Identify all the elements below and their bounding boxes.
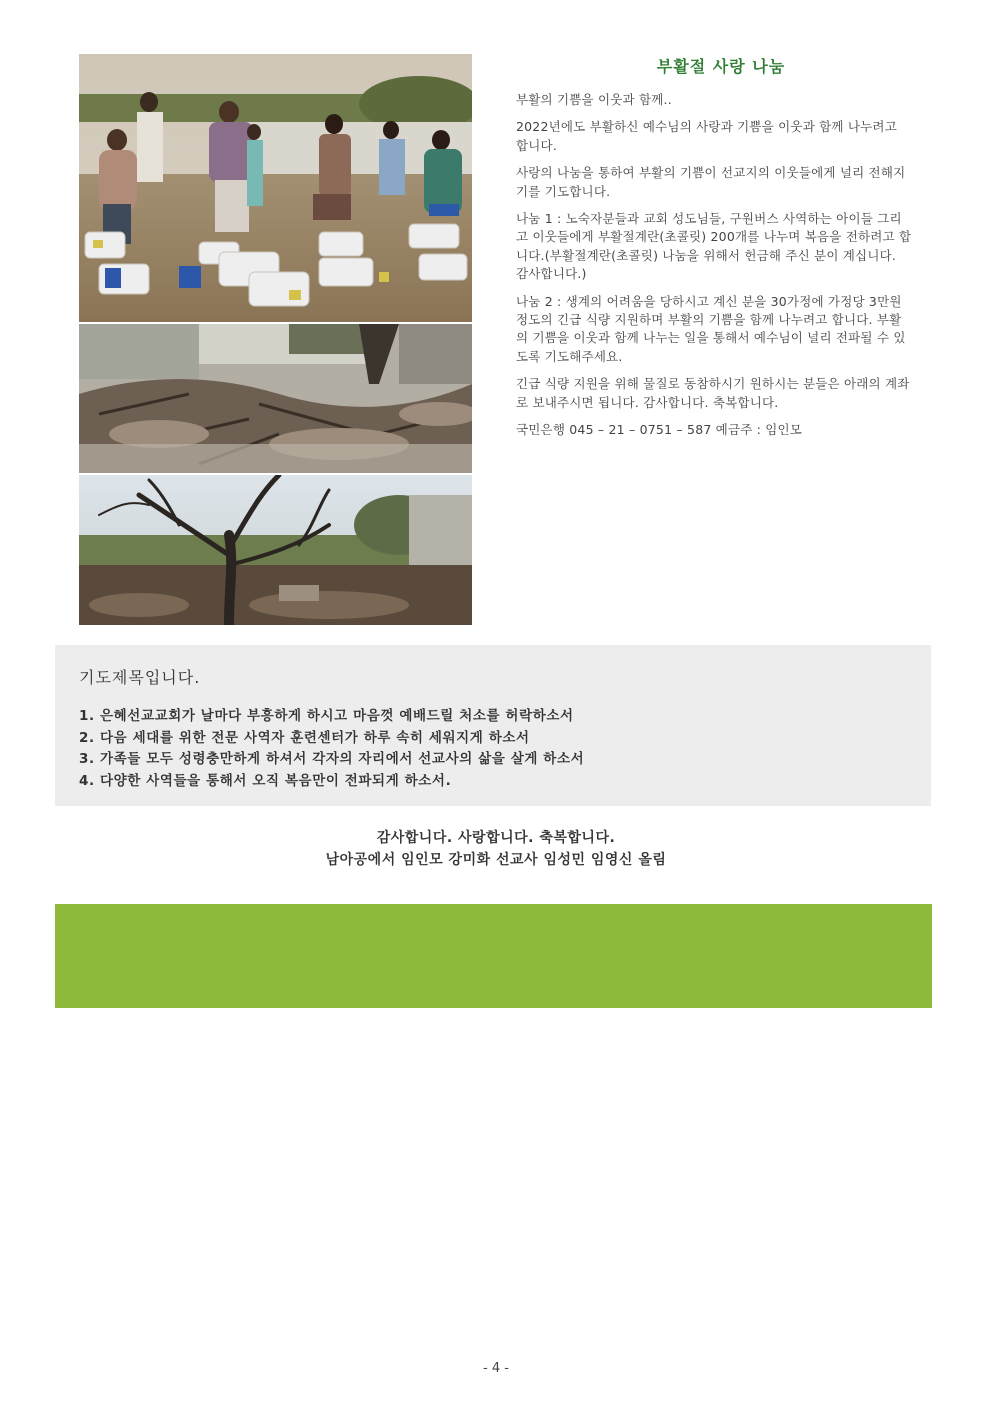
article-paragraph: 긴급 식량 지원을 위해 물질로 동참하시기 원하시는 분들은 아래의 계좌로 보내주시면 됩니다. 감사합니다. 축복합니다. bbox=[516, 376, 910, 410]
prayer-item: 3. 가족들 모두 성령충만하게 하셔서 각자의 자리에서 선교사의 삶을 살게 하소서 bbox=[79, 751, 585, 767]
closing-thanks: 감사합니다. 사랑합니다. 축복합니다. bbox=[376, 830, 616, 846]
article-paragraph: 부활의 기쁨을 이웃과 함께.. bbox=[516, 92, 672, 107]
photo-burnt-debris bbox=[79, 324, 472, 473]
prayer-requests-box bbox=[55, 645, 931, 806]
prayer-item: 2. 다음 세대를 위한 전문 사역자 훈련센터가 하루 속히 세워지게 하소서 bbox=[79, 729, 530, 746]
closing-message bbox=[0, 827, 992, 871]
prayer-item: 4. 다양한 사역들을 통해서 오직 복음만이 전파되게 하소서. bbox=[79, 772, 452, 789]
bank-account-info: 국민은행 045 – 21 – 0751 – 587 예금주 : 임인모 bbox=[516, 422, 803, 438]
prayer-heading: 기도제목입니다. bbox=[79, 668, 201, 687]
green-banner bbox=[55, 904, 932, 1008]
article-paragraph: 나눔 1 : 노숙자분들과 교회 성도님들, 구원버스 사역하는 아이들 그리고 이웃들에게 부활절계란(초콜릿) 200개를 나누며 복음을 전하려고 합니다.(부활절계란(초콜릿) 나눔을 위해서 헌금해 주신 분이 계십니다. 감사합니다.) bbox=[516, 211, 912, 282]
article-title: 부활절 사랑 나눔 bbox=[656, 57, 786, 76]
prayer-list bbox=[79, 706, 907, 792]
photo-people-with-donations bbox=[79, 54, 472, 322]
article-paragraph: 2022년에도 부활하신 예수님의 사랑과 기쁨을 이웃과 함께 나누려고 합니다. bbox=[516, 119, 897, 153]
article bbox=[516, 54, 912, 449]
closing-signature: 남아공에서 임인모 강미화 선교사 임성민 임영신 올림 bbox=[325, 852, 667, 868]
article-paragraph: 사랑의 나눔을 통하여 부활의 기쁨이 선교지의 이웃들에게 널리 전해지기를 기도합니다. bbox=[516, 165, 906, 199]
photo-burnt-tree bbox=[79, 475, 472, 625]
prayer-item: 1. 은혜선교교회가 날마다 부흥하게 하시고 마음껏 예배드릴 처소를 허락하소서 bbox=[79, 708, 574, 724]
article-paragraph: 나눔 2 : 생계의 어려움을 당하시고 계신 분을 30가정에 가정당 3만원 정도의 긴급 식량 지원하며 부활의 기쁨을 함께 나누려고 합니다. 부활의 기쁨을 이웃과 함께 나누는 일을 통해서 예수님이 널리 전파될 수 있도록 기도해주세요. bbox=[516, 293, 906, 364]
page-number: - 4 - bbox=[483, 1361, 509, 1376]
